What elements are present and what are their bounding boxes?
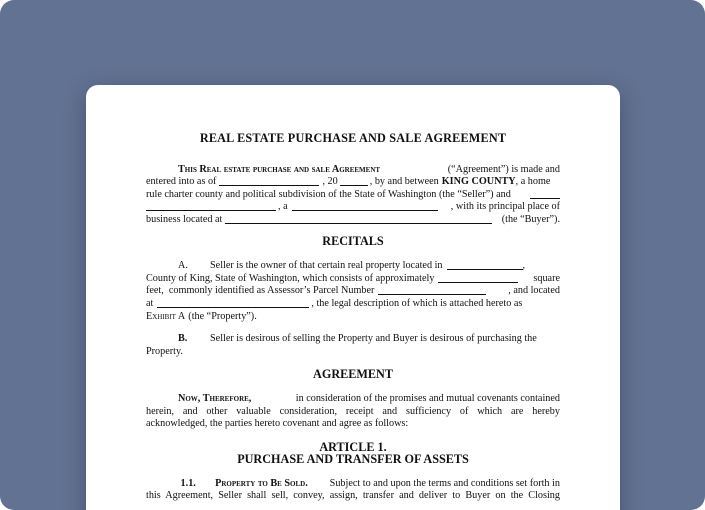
recital-b [146,333,560,358]
intro-a: , a [278,201,288,213]
agreement-name: This Real estate purchase and sale Agreement [178,163,381,175]
intro-home: , a home [515,176,551,188]
year-blank [340,176,368,186]
recital-a-line1: Seller is the owner of that certain real property located in [210,260,443,272]
section-1-1-title: Property to Be Sold. [215,477,308,489]
recital-a-at: at [146,297,154,309]
buyer-name-blank [146,201,276,211]
recital-a-line4: , the legal description of which is attached hereto as [311,297,523,309]
property-address-blank [157,298,309,308]
exhibit-a-ref: Exhibit A [146,310,186,322]
intro-line3: rule charter county and political subdivision of the State of Washington (the “Seller”) and [146,188,511,200]
section-1-1-line1: Subject to and upon the terms and conditions set forth in [329,477,560,489]
now-therefore: Now, Therefore, [178,392,252,404]
article-1-title: PURCHASE AND TRANSFER OF ASSETS [237,452,469,467]
seller-name: KING COUNTY [441,176,516,188]
recital-a: A. Seller is the owner of that certain real property located in , County of King, State of Washington, which consists of approximately square feet, commonly identified as Assessor’s Parcel Number , and located at , the legal description of which is attached hereto as Exhibit A (the “Property”). [146,260,560,322]
recital-a-square: square [533,272,560,284]
intro-date-label: entered into as of [146,176,217,188]
recitals-heading: RECITALS [322,233,384,248]
acreage-blank [438,273,518,283]
section-1-1 [146,478,560,503]
buyer-blank [530,189,560,199]
recital-a-line3: feet, commonly identified as Assessor’s Parcel Number [146,285,375,297]
intro-principal-place: , with its principal place of [450,201,560,213]
section-1-1-number: 1.1. [180,477,196,489]
document-page [86,85,620,510]
recital-b-line1: Seller is desirous of selling the Property and Buyer is desirous of purchasing the [210,333,537,345]
recital-a-line5: (the “Property”). [188,310,257,322]
agreement-line1: in consideration of the promises and mutual covenants contained [295,392,560,404]
agreement-line3: acknowledged, the parties hereto covenant and agree as follows: [146,418,409,430]
recital-a-label: A. [178,260,188,272]
intro-line1-rest: (“Agreement”) is made and [447,163,560,175]
intro-paragraph [146,164,560,227]
section-1-1-line2: this Agreement, Seller shall sell, convey, assign, transfer and deliver to Buyer on the Closing [146,490,560,502]
recital-b-label: B. [178,333,188,345]
location-blank [447,260,523,270]
intro-between: , by and between [369,176,439,188]
date-blank [219,176,319,186]
intro-buyer-def: (the “Buyer”). [501,213,560,225]
intro-year-prefix: , 20 [322,176,338,188]
agreement-line2: herein, and other valuable consideration, receipt and sufficiency of which are hereby [146,405,560,417]
address-blank [225,214,492,224]
article-1-heading: ARTICLE 1. [319,439,387,454]
recital-a-line2: County of King, State of Washington, which consists of approximately [146,272,435,284]
recital-a-located: , and located [508,285,560,297]
buyer-entity-blank [292,201,438,211]
intro-business-label: business located at [146,213,223,225]
recital-b-line2: Property. [146,345,183,357]
document-title: REAL ESTATE PURCHASE AND SALE AGREEMENT [199,131,507,145]
document-body [146,132,560,503]
agreement-heading: AGREEMENT [313,367,393,382]
agreement-paragraph [146,393,560,431]
parcel-number-blank [378,285,486,295]
